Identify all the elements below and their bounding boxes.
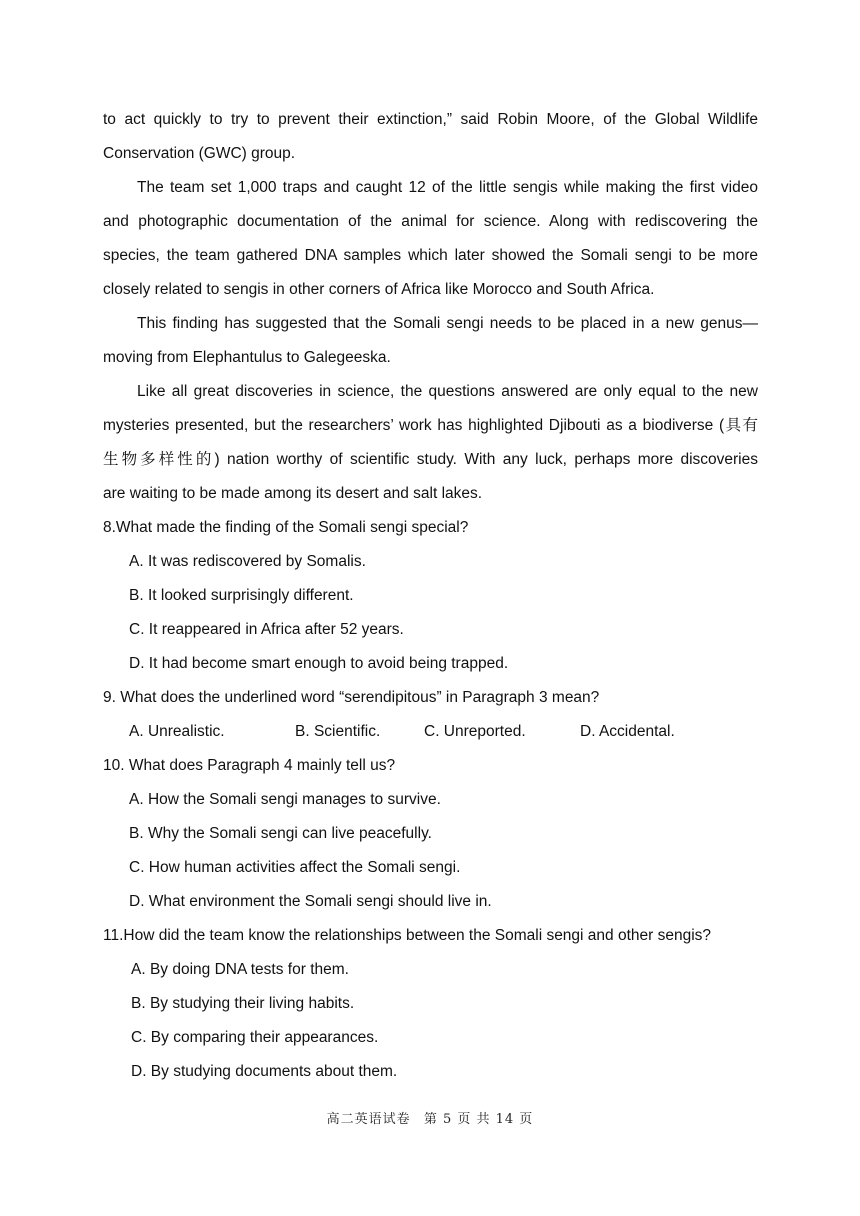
passage-line: 生物多样性的) nation worthy of scientific study. With any luck, perhaps more discoveries: [103, 451, 758, 468]
answer-option: B. Scientific.: [295, 723, 381, 740]
passage-line: This finding has suggested that the Somali sengi needs to be placed in a new genus—: [137, 315, 758, 332]
answer-option: C. It reappeared in Africa after 52 years.: [129, 621, 404, 638]
answer-option: A. Unrealistic.: [129, 723, 225, 740]
passage-line: to act quickly to try to prevent their extinction,” said Robin Moore, of the Global Wildlife: [103, 111, 758, 128]
answer-option: C. By comparing their appearances.: [131, 1029, 379, 1046]
question-stem: 9. What does the underlined word “serendipitous” in Paragraph 3 mean?: [103, 689, 600, 706]
answer-option: C. Unreported.: [424, 723, 526, 740]
exam-name: 高二英语试卷: [326, 1112, 411, 1127]
answer-option: B. It looked surprisingly different.: [129, 587, 354, 604]
page-number: 第 5 页 共 14 页: [423, 1112, 534, 1127]
question-stem: 11.How did the team know the relationships between the Somali sengi and other sengis?: [103, 927, 712, 944]
passage-line: and photographic documentation of the animal for science. Along with rediscovering the: [103, 213, 758, 230]
passage-line: moving from Elephantulus to Galegeeska.: [103, 349, 391, 366]
passage-line: mysteries presented, but the researchers’ work has highlighted Djibouti as a biodiverse (具有: [103, 417, 758, 434]
question-stem: 8.What made the finding of the Somali sengi special?: [103, 519, 469, 536]
answer-option: D. Accidental.: [580, 723, 675, 740]
passage-line: Conservation (GWC) group.: [103, 145, 296, 162]
answer-option: D. It had become smart enough to avoid being trapped.: [129, 655, 509, 672]
answer-options-row: [103, 715, 758, 749]
answer-option: D. What environment the Somali sengi should live in.: [129, 893, 492, 910]
answer-option: A. How the Somali sengi manages to survive.: [129, 791, 441, 808]
answer-option: C. How human activities affect the Somali sengi.: [129, 859, 461, 876]
passage-line: species, the team gathered DNA samples which later showed the Somali sengi to be more: [103, 247, 758, 264]
answer-option: A. It was rediscovered by Somalis.: [129, 553, 366, 570]
passage-line: The team set 1,000 traps and caught 12 of the little sengis while making the first video: [137, 179, 758, 196]
passage-line: Like all great discoveries in science, the questions answered are only equal to the new: [137, 383, 758, 400]
answer-option: B. Why the Somali sengi can live peacefully.: [129, 825, 432, 842]
passage-line: closely related to sengis in other corners of Africa like Morocco and South Africa.: [103, 281, 655, 298]
page-footer: [0, 1108, 860, 1127]
answer-option: D. By studying documents about them.: [131, 1063, 398, 1080]
passage-line: are waiting to be made among its desert and salt lakes.: [103, 485, 483, 502]
answer-option: A. By doing DNA tests for them.: [131, 961, 349, 978]
question-stem: 10. What does Paragraph 4 mainly tell us?: [103, 757, 396, 774]
answer-option: B. By studying their living habits.: [131, 995, 355, 1012]
